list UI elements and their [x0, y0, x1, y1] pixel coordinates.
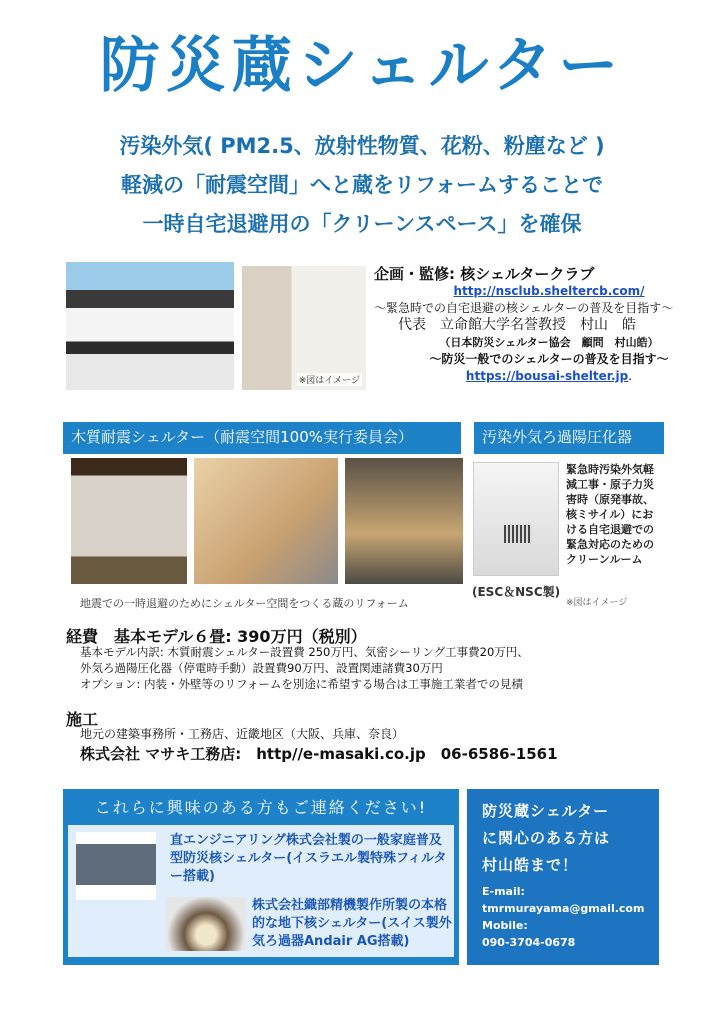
organizer-url-link[interactable]: http://nsclub.sheltercb.com/ — [453, 284, 645, 298]
cost-line-2: 外気ろ過陽圧化器（停電時手動）設置費90万円、設置関連諸費30万円 — [80, 661, 443, 675]
filter-device-heading: 汚染外気ろ過陽圧化器 — [474, 422, 664, 454]
organizer-mission: ～緊急時での自宅退避の核シェルターの普及を目指す～ — [374, 301, 674, 315]
organizer-representative: 代表 立命館大学名誉教授 村山 皓 — [398, 317, 636, 333]
wood-frame-photo — [194, 458, 338, 584]
filter-device-description: 緊急時汚染外気軽減工事・原子力災害時（原発事故、核ミサイル）における自宅退避での緊急対応のためのクリーンルーム — [566, 463, 654, 566]
construction-company: 株式会社 マサキ工務店: http//e-masaki.co.jp 06-6586-1561 — [80, 745, 558, 763]
mobile-number[interactable]: 090-3704-0678 — [482, 936, 576, 949]
product1-text: 直エンジニアリング株式会社製の一般家庭普及型防災核シェルター(イスラエル製特殊フィルター搭載) — [170, 833, 447, 884]
page-title: 防災蔵シェルター — [99, 31, 625, 101]
wood-section-caption: 地震での一時退避のためにシェルター空間をつくる蔵のリフォーム — [80, 597, 409, 610]
image-note: ※図はイメージ — [297, 373, 362, 386]
side-heading-1: 防災蔵シェルター — [482, 802, 610, 820]
side-heading — [482, 798, 652, 879]
construction-photo — [345, 458, 463, 584]
product2-text: 株式会社織部精機製作所製の本格的な地下核シェルター(スイス製外気ろ過器Andair AG搭載) — [252, 898, 452, 949]
contact-heading: これらに興味のある方もご連絡ください! — [94, 798, 428, 817]
product1-photo — [76, 832, 156, 900]
side-contact — [482, 883, 644, 951]
filter-image-note: ※図はイメージ — [566, 598, 628, 608]
kura-side-photo — [242, 266, 366, 390]
kura-house-photo — [66, 262, 234, 390]
email-label: E-mail: — [482, 885, 525, 898]
organizer-affiliation: （日本防災シェルター協会 顧問 村山皓） — [439, 336, 659, 349]
wood-shelter-heading: 木質耐震シェルター（耐震空間100%実行委員会） — [63, 422, 461, 454]
filter-maker: (ESC＆NSC製) — [472, 585, 561, 599]
subtitle-line-2: 軽減の「耐震空間」へと蔵をリフォームすることで — [121, 173, 603, 197]
cost-heading: 経費 基本モデル６畳: 390万円（税別） — [66, 627, 367, 646]
subtitle-line-3: 一時自宅退避用の「クリーンスペース」を確保 — [142, 212, 582, 236]
subtitle-line-1: 汚染外気( PM2.5、放射性物質、花粉、粉塵など ) — [119, 134, 605, 158]
construction-area: 地元の建築事務所・工務店、近畿地区（大阪、兵庫、奈良） — [80, 727, 405, 741]
organizer-url2-link[interactable]: https://bousai-shelter.jp — [465, 369, 629, 383]
mobile-label: Mobile: — [482, 919, 528, 932]
side-heading-2: に関心のある方は — [482, 829, 611, 847]
organizer-mission2: ～防災一般でのシェルターの普及を目指す～ — [429, 352, 669, 366]
organizer-label: 企画・監修: 核シェルタークラブ — [374, 265, 595, 283]
side-heading-3: 村山皓まで！ — [482, 856, 579, 874]
filter-device-photo — [473, 462, 559, 576]
cost-line-1: 基本モデル内訳: 木質耐震シェルター設置費 250万円、気密シーリング工事費20万円、 — [80, 645, 529, 659]
construction-heading: 施工 — [66, 710, 99, 729]
email-address[interactable]: tmrmurayama@gmail.com — [482, 902, 645, 915]
product2-photo — [166, 897, 246, 951]
kura-interior-photo — [71, 458, 187, 584]
organizer-info: 企画・監修: 核シェルタークラブ http://nsclub.sheltercb.com/ ～緊急時での自宅退避の核シェルターの普及を目指す～ 代表 立命館大学名誉教授 村山 皓 （日本防災シェルター協会 顧問 村山皓） ～防災一般でのシェルターの普及を目指す～ https://bousai-shelter.jp. — [374, 266, 724, 385]
cost-line-3: オプション: 内装・外壁等のリフォームを別途に希望する場合は工事施工業者での見積 — [80, 677, 523, 691]
